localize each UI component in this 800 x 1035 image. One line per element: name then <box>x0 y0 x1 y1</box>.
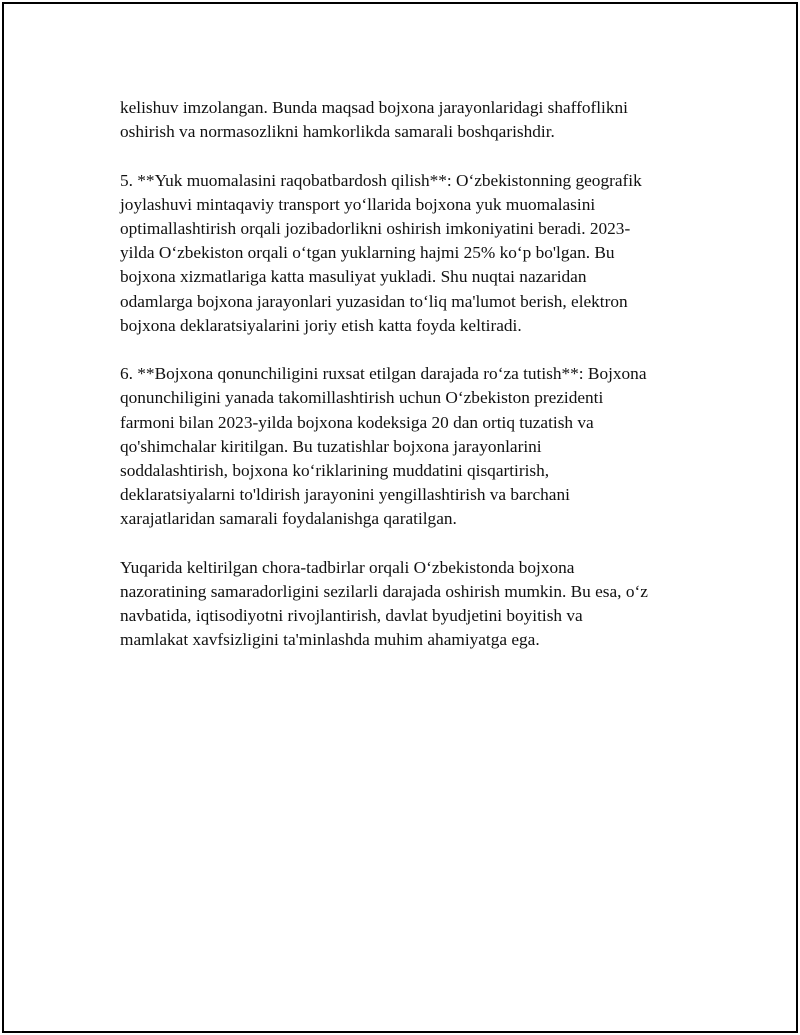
text-line: yilda O‘zbekiston orqali o‘tgan yuklarning hajmi 25% ko‘p bo'lgan. Bu <box>120 243 615 263</box>
paragraph-item-6 <box>120 362 680 531</box>
text-line: 6. **Bojxona qonunchiligini ruxsat etilgan darajada ro‘za tutish**: Bojxona <box>120 364 647 384</box>
document-page <box>2 2 798 1033</box>
text-line: xarajatlaridan samarali foydalanishga qaratilgan. <box>120 509 457 529</box>
text-line: bojxona xizmatlariga katta masuliyat yukladi. Shu nuqtai nazaridan <box>120 267 587 287</box>
text-line: qonunchiligini yanada takomillashtirish uchun O‘zbekiston prezidenti <box>120 388 604 408</box>
text-line: odamlarga bojxona jarayonlari yuzasidan to‘liq ma'lumot berish, elektron <box>120 291 628 311</box>
text-line: bojxona deklaratsiyalarini joriy etish katta foyda keltiradi. <box>120 315 522 335</box>
document-body <box>120 96 680 677</box>
paragraph-conclusion <box>120 556 680 653</box>
text-line: oshirish va normasozlikni hamkorlikda samarali boshqarishdir. <box>120 122 555 142</box>
text-line: joylashuvi mintaqaviy transport yo‘llarida bojxona yuk muomalasini <box>120 194 596 214</box>
text-line: optimallashtirish orqali jozibadorlikni oshirish imkoniyatini beradi. 2023- <box>120 219 631 238</box>
paragraph-agreement-continuation <box>120 96 680 144</box>
text-line: navbatida, iqtisodiyotni rivojlantirish, davlat byudjetini boyitish va <box>120 606 583 626</box>
text-line: deklaratsiyalarni to'ldirish jarayonini yengillashtirish va barchani <box>120 485 570 505</box>
text-line: kelishuv imzolangan. Bunda maqsad bojxona jarayonlaridagi shaffoflikni <box>120 98 628 117</box>
text-line: soddalashtirish, bojxona ko‘riklarining muddatini qisqartirish, <box>120 461 550 481</box>
text-line: mamlakat xavfsizligini ta'minlashda muhim ahamiyatga ega. <box>120 630 540 650</box>
text-line: Yuqarida keltirilgan chora-tadbirlar orqali O‘zbekistonda bojxona <box>120 557 575 577</box>
text-line: 5. **Yuk muomalasini raqobatbardosh qilish**: O‘zbekistonning geografik <box>120 170 642 190</box>
paragraph-item-5 <box>120 169 680 338</box>
text-line: nazoratining samaradorligini sezilarli darajada oshirish mumkin. Bu esa, o‘z <box>120 582 648 602</box>
text-line: farmoni bilan 2023-yilda bojxona kodeksiga 20 dan ortiq tuzatish va <box>120 412 594 432</box>
text-line: qo'shimchalar kiritilgan. Bu tuzatishlar bojxona jarayonlarini <box>120 436 542 456</box>
